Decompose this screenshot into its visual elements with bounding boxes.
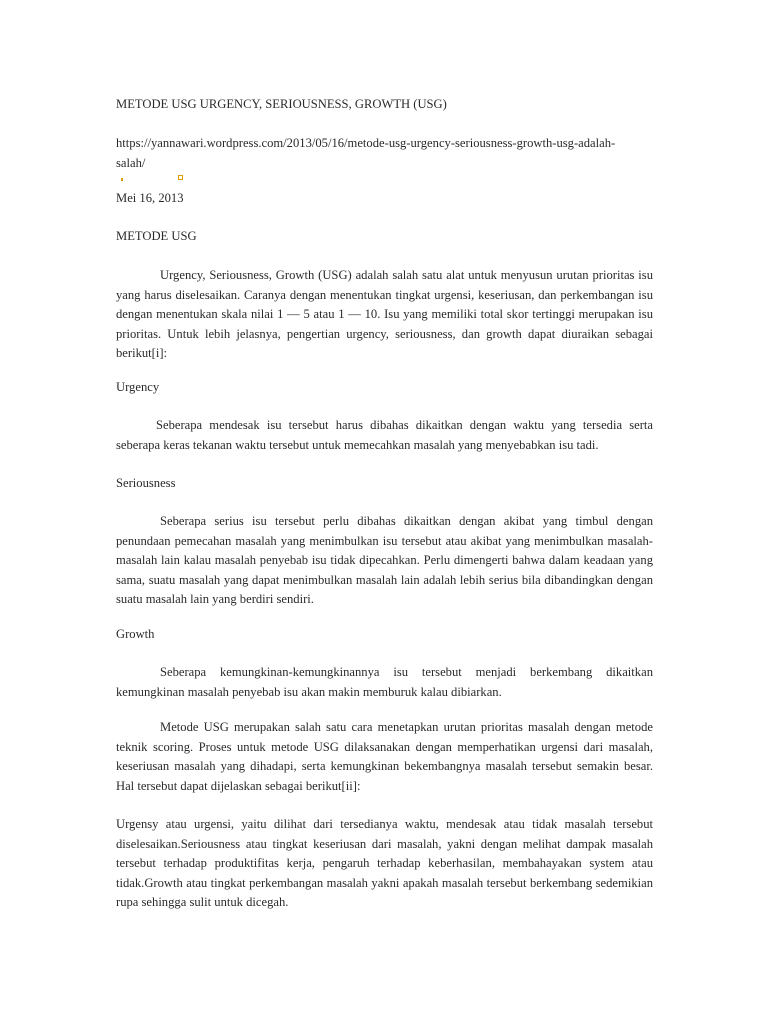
heading-seriousness: Seriousness: [116, 476, 176, 490]
source-url-link[interactable]: https://yannawari.wordpress.com/2013/05/16/metode-usg-urgency-seriousness-growth-usg-adalah-salah/: [116, 136, 616, 170]
heading-urgency: Urgency: [116, 380, 160, 394]
marker-dot-icon: [121, 178, 123, 181]
seriousness-paragraph: Seberapa serius isu tersebut perlu dibahas dikaitkan dengan akibat yang timbul dengan penundaan pemecahan masalah yang menimbulkan isu tersebut atau akibat yang menimbulkan masalah-masalah lain kalau masalah penyebab isu tidak dipecahkan. Perlu dimengerti bahwa dalam keadaan yang sama, suatu masalah yang dapat menimbulkan masalah lain adalah lebih serius bila dibandingkan dengan suatu masalah lain yang berdiri sendiri.: [116, 514, 653, 606]
growth-paragraph: Seberapa kemungkinan-kemungkinannya isu tersebut menjadi berkembang dikaitkan kemungkinan masalah penyebab isu akan makin memburuk kalau dibiarkan.: [116, 665, 653, 699]
document-title: METODE USG URGENCY, SERIOUSNESS, GROWTH (USG): [116, 97, 447, 111]
inline-markers: [116, 174, 186, 184]
marker-box-icon: [178, 175, 183, 180]
closing-paragraph: Urgensy atau urgensi, yaitu dilihat dari tersedianya waktu, mendesak atau tidak masalah tersebut diselesaikan.Seriousness atau tingkat keseriusan dari masalah, yakni dengan melihat dampak masalah tersebut terhadap produktifitas kerja, pengaruh terhadap keberhasilan, membahayakan system atau tidak.Growth atau tingkat perkembangan masalah yakni apakah masalah tersebut berkembang sedemikian rupa sehingga sulit untuk dicegah.: [116, 817, 653, 909]
heading-growth: Growth: [116, 627, 155, 641]
urgency-paragraph: Seberapa mendesak isu tersebut harus dibahas dikaitkan dengan waktu yang tersedia serta seberapa keras tekanan waktu tersebut untuk memecahkan masalah yang menyebabkan isu tadi.: [116, 418, 653, 452]
intro-paragraph: Urgency, Seriousness, Growth (USG) adalah salah satu alat untuk menyusun urutan prioritas isu yang harus diselesaikan. Caranya dengan menentukan tingkat urgensi, keseriusan, dan perkembangan isu dengan menentukan skala nilai 1 — 5 atau 1 — 10. Isu yang memiliki total skor tertinggi merupakan isu prioritas. Untuk lebih jelasnya, pengertian urgency, seriousness, dan growth dapat diuraikan sebagai berikut[i]:: [116, 268, 653, 360]
section-heading-metode-usg: METODE USG: [116, 229, 197, 243]
method-paragraph: Metode USG merupakan salah satu cara menetapkan urutan prioritas masalah dengan metode teknik scoring. Proses untuk metode USG dilaksanakan dengan memperhatikan urgensi dari masalah, keseriusan masalah yang dihadapi, serta kemungkinan bekembangnya masalah tersebut semakin besar. Hal tersebut dapat dijelaskan sebagai berikut[ii]:: [116, 720, 653, 793]
post-date: Mei 16, 2013: [116, 191, 184, 205]
